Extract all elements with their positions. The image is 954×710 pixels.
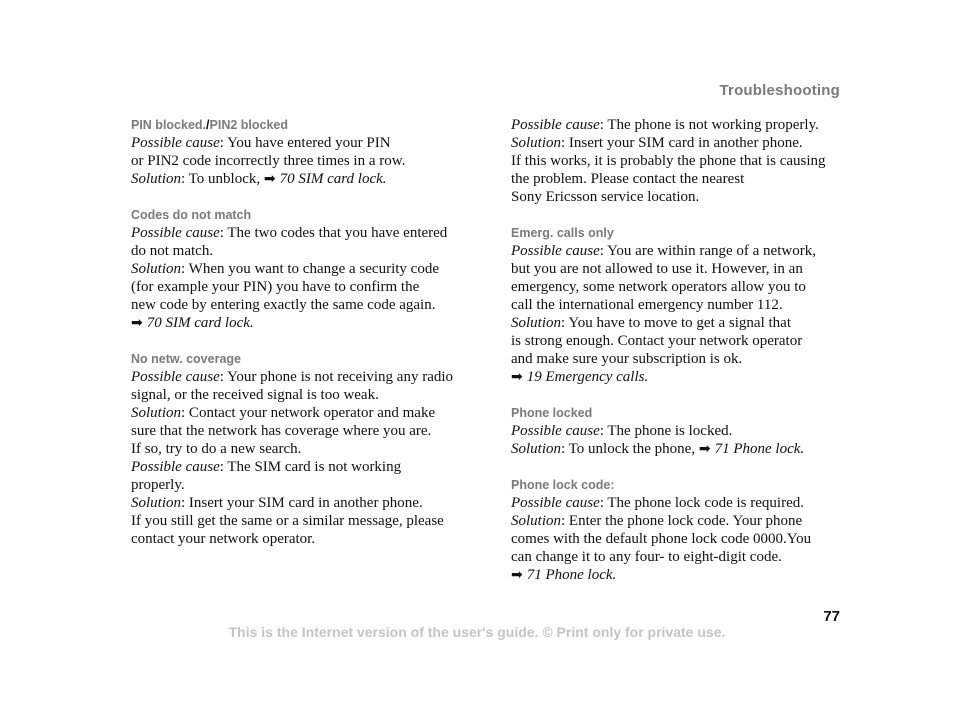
running-header: Troubleshooting — [719, 82, 840, 99]
possible-cause: Possible cause: The phone is locked. — [511, 423, 733, 439]
solution: Solution: Contact your network operator and make — [131, 405, 436, 421]
possible-cause: Possible cause: The phone is not working properly. — [511, 117, 819, 133]
possible-cause: Possible cause: The phone lock code is required. — [511, 495, 804, 511]
possible-cause: Possible cause: Your phone is not receiving any radio — [131, 369, 454, 385]
arrow-right-icon: ➡ — [511, 369, 523, 385]
right-column — [511, 116, 851, 602]
arrow-right-icon: ➡ — [263, 171, 276, 187]
solution: Solution: When you want to change a security code — [131, 261, 439, 277]
possible-cause: Possible cause: You are within range of a network, — [511, 243, 816, 259]
page-reference: 19 Emergency calls. — [526, 369, 649, 385]
solution: Solution: Insert your SIM card in another phone. — [131, 495, 423, 511]
heading-pin-blocked: PIN blocked./PIN2 blocked — [131, 118, 289, 132]
page-number: 77 — [823, 608, 840, 625]
arrow-right-icon: ➡ — [131, 315, 143, 331]
solution: Solution: You have to move to get a signal that — [511, 315, 791, 331]
section-continued: Possible cause: The phone is not working properly. Solution: Insert your SIM card in another phone. If this works, it is probably the phone that is causing the problem. Please contact the nearest Sony Ericsson service location. — [511, 116, 851, 206]
solution: Solution: To unblock, ➡ 70 SIM card lock. — [131, 171, 387, 187]
heading-codes-do-not-match: Codes do not match — [131, 208, 252, 222]
solution: Solution: Insert your SIM card in another phone. — [511, 135, 803, 151]
arrow-right-icon: ➡ — [698, 441, 711, 457]
page-reference: 70 SIM card lock. — [279, 171, 387, 187]
left-column — [131, 116, 471, 566]
page-reference: 70 SIM card lock. — [146, 315, 254, 331]
heading-emerg-calls-only: Emerg. calls only — [511, 226, 614, 240]
page-reference: 71 Phone lock. — [526, 567, 617, 583]
section-pin-blocked: PIN blocked./PIN2 blocked Possible cause: You have entered your PIN or PIN2 code incorrectly three times in a row. Solution: To unblock, ➡ 70 SIM card lock. — [131, 116, 471, 188]
heading-phone-lock-code: Phone lock code: — [511, 478, 615, 492]
section-no-network-coverage: No netw. coverage Possible cause: Your phone is not receiving any radio signal, or the received signal is too weak. Solution: Contact your network operator and make sure that the network has coverage where you are. If so, try to do a new search. Possible cause: The SIM card is not working properly. Solution: Insert your SIM card in another phone. If you still get the same or a similar message, please contact your network operator. — [131, 350, 471, 548]
solution: Solution: To unlock the phone, ➡ 71 Phone lock. — [511, 441, 805, 457]
possible-cause: Possible cause: The two codes that you have entered — [131, 225, 448, 241]
solution: Solution: Enter the phone lock code. Your phone — [511, 513, 803, 529]
heading-phone-locked: Phone locked — [511, 406, 593, 420]
section-emergency-calls-only: Emerg. calls only Possible cause: You are within range of a network, but you are not allowed to use it. However, in an emergency, some network operators allow you to call the international emergency number 112. Solution: You have to move to get a signal that is strong enough. Contact your network operator and make sure your subscription is ok. ➡ 19 Emergency calls. — [511, 224, 851, 386]
section-codes-do-not-match: Codes do not match Possible cause: The two codes that you have entered do not match. Solution: When you want to change a security code (for example your PIN) you have to confirm the new code by entering exactly the same code again. ➡ 70 SIM card lock. — [131, 206, 471, 332]
arrow-right-icon: ➡ — [511, 567, 523, 583]
section-phone-lock-code: Phone lock code: Possible cause: The phone lock code is required. Solution: Enter the phone lock code. Your phone comes with the default phone lock code 0000.You can change it to any four- to eight-digit code. ➡ 71 Phone lock. — [511, 476, 851, 584]
page-reference: 71 Phone lock. — [714, 441, 805, 457]
section-phone-locked — [511, 404, 851, 458]
possible-cause: Possible cause: You have entered your PIN — [131, 135, 391, 151]
footer-notice: This is the Internet version of the user's guide. © Print only for private use. — [228, 624, 726, 640]
heading-no-netw-coverage: No netw. coverage — [131, 352, 241, 366]
possible-cause: Possible cause: The SIM card is not working — [131, 459, 402, 475]
